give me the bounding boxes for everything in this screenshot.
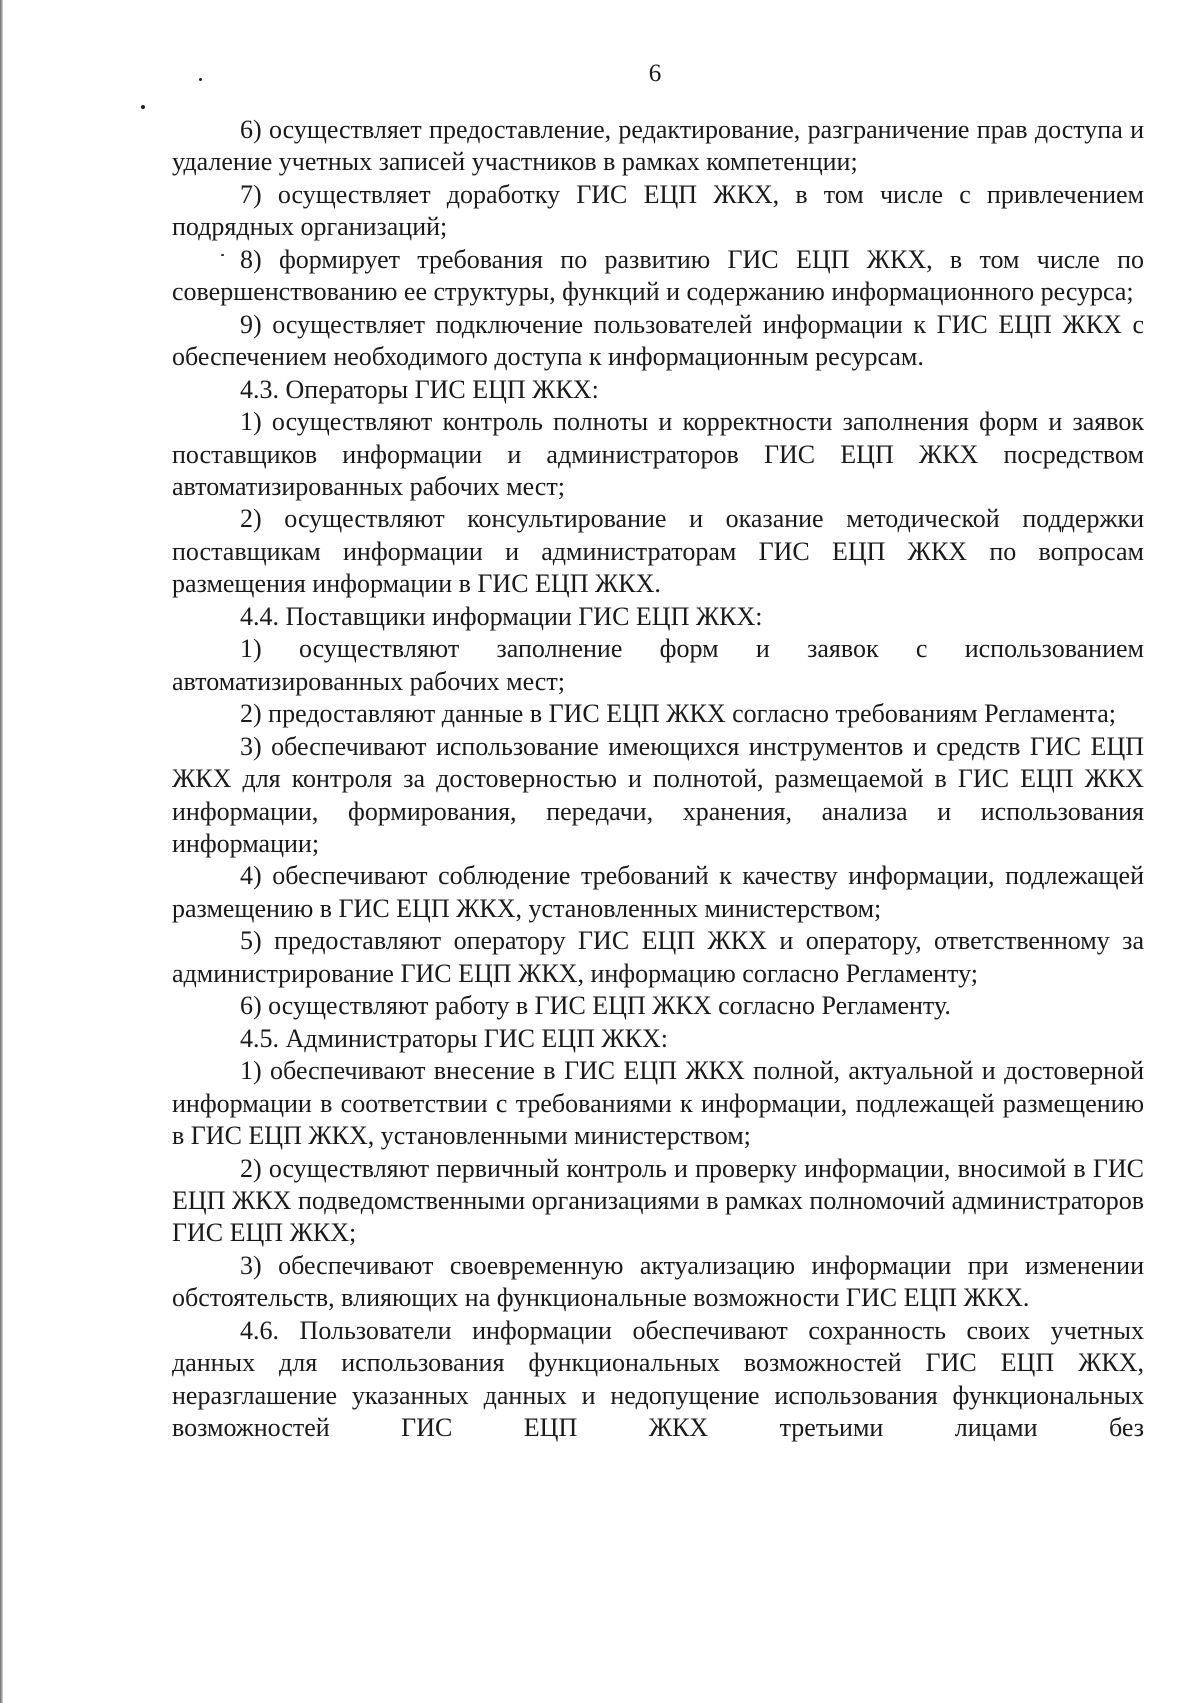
paragraph: 6) осуществляют работу в ГИС ЕЦП ЖКХ согласно Регламенту. [240, 991, 951, 1021]
paragraph: 4.6. Пользователи информации обеспечивают сохранность своих учетных данных для использования функциональных возможностей ГИС ЕЦП ЖКХ, неразглашение указанных данных и недопущение использования функциональных возможностей ГИС ЕЦП ЖКХ третьими лицами без [172, 1315, 1144, 1443]
paragraph: 4) обеспечивают соблюдение требований к качеству информации, подлежащей размещению в ГИС ЕЦП ЖКХ, установленных министерством; [172, 861, 1144, 923]
paragraph: 6) осуществляет предоставление, редактирование, разграничение прав доступа и удаление учетных записей участников в рамках компетенции; [172, 115, 1144, 177]
paragraph: 9) осуществляет подключение пользователей информации к ГИС ЕЦП ЖКХ с обеспечением необходимого доступа к информационным ресурсам. [172, 309, 1144, 372]
page-number: 6 [648, 60, 662, 87]
paragraph: 2) предоставляют данные в ГИС ЕЦП ЖКХ согласно требованиям Регламента; [240, 699, 1116, 729]
paragraph: 3) обеспечивают использование имеющихся инструментов и средств ГИС ЕЦП ЖКХ для контроля за достоверностью и полнотой, размещаемой в ГИС ЕЦП ЖКХ информации, формирования, передачи, хранения, анализа и использования информации; [172, 731, 1144, 858]
paragraph: 2) осуществляют консультирование и оказание методической поддержки поставщикам информации и администраторам ГИС ЕЦП ЖКХ по вопросам размещения информации в ГИС ЕЦП ЖКХ. [172, 504, 1144, 599]
scan-speck [141, 105, 145, 109]
paragraph: 3) обеспечивают своевременную актуализацию информации при изменении обстоятельств, влияющих на функциональные возможности ГИС ЕЦП ЖКХ. [172, 1250, 1144, 1313]
scan-edge-shadow [0, 0, 3, 1703]
paragraph: 2) осуществляют первичный контроль и проверку информации, вносимой в ГИС ЕЦП ЖКХ подведомственными организациями в рамках полномочий администраторов ГИС ЕЦП ЖКХ; [172, 1153, 1144, 1248]
section-heading: 4.5. Администраторы ГИС ЕЦП ЖКХ: [240, 1023, 668, 1053]
paragraph: 1) обеспечивают внесение в ГИС ЕЦП ЖКХ полной, актуальной и достоверной информации в соответствии с требованиями к информации, подлежащей размещению в ГИС ЕЦП ЖКХ, установленными министерством; [172, 1056, 1144, 1151]
paragraph: 1) осуществляют заполнение форм и заявок с использованием автоматизированных рабочих мест; [172, 634, 1144, 696]
paragraph: 5) предоставляют оператору ГИС ЕЦП ЖКХ и оператору, ответственному за администрирование ГИС ЕЦП ЖКХ, информацию согласно Регламенту; [172, 926, 1144, 988]
paragraph: 1) осуществляют контроль полноты и корректности заполнения форм и заявок поставщиков информации и администраторов ГИС ЕЦП ЖКХ посредством автоматизированных рабочих мест; [172, 407, 1144, 501]
section-heading: 4.3. Операторы ГИС ЕЦП ЖКХ: [240, 374, 599, 404]
paragraph: 7) осуществляет доработку ГИС ЕЦП ЖКХ, в том числе с привлечением подрядных организаций; [172, 179, 1144, 242]
document-body [172, 114, 1144, 1445]
paragraph: 8) формирует требования по развитию ГИС ЕЦП ЖКХ, в том числе по совершенствованию ее структуры, функций и содержанию информационного ресурса; [172, 244, 1144, 307]
section-heading: 4.4. Поставщики информации ГИС ЕЦП ЖКХ: [240, 601, 763, 631]
